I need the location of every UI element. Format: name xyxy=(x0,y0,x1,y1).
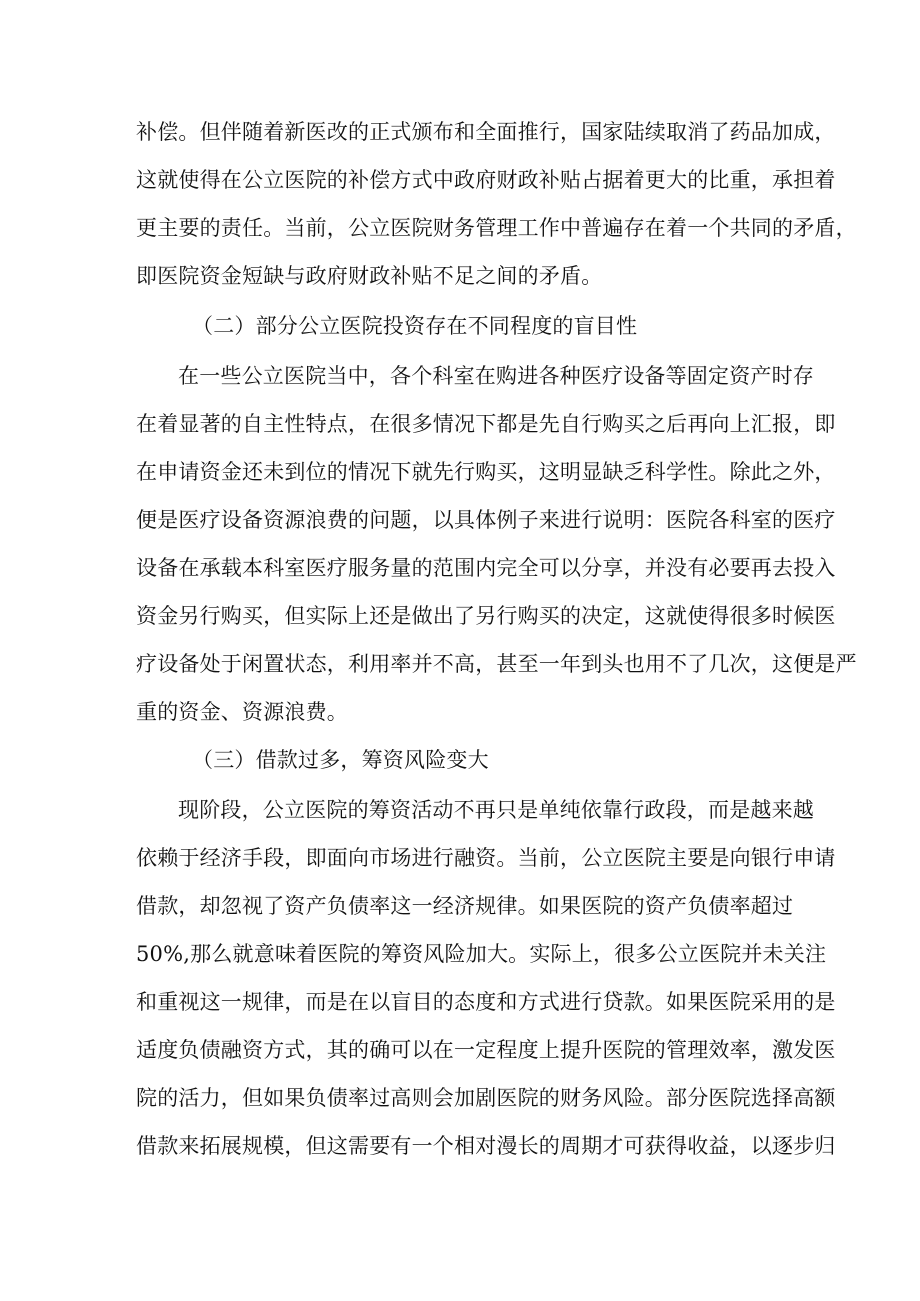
paragraph-2-line-3: 在申请资金还未到位的情况下就先行购买，这明显缺乏科学性。除此之外， xyxy=(136,460,836,484)
paragraph-1-line-4: 即医院资金短缺与政府财政补贴不足之间的矛盾。 xyxy=(136,264,603,288)
paragraph-2-line-2: 在着显著的自主性特点，在很多情况下都是先自行购买之后再向上汇报，即 xyxy=(136,412,836,436)
section-heading-3: （三）借款过多，筹资风险变大 xyxy=(192,748,489,772)
paragraph-3-line-2: 依赖于经济手段，即面向市场进行融资。当前，公立医院主要是向银行申请 xyxy=(136,846,836,870)
paragraph-2-line-5: 设备在承载本科室医疗服务量的范围内完全可以分享，并没有必要再去投入 xyxy=(136,556,836,580)
paragraph-1-line-1: 补偿。但伴随着新医改的正式颁布和全面推行，国家陆续取消了药品加成， xyxy=(136,120,836,144)
paragraph-2-line-7: 疗设备处于闲置状态，利用率并不高，甚至一年到头也用不了几次，这便是严 xyxy=(136,652,857,676)
paragraph-1-line-3: 更主要的责任。当前，公立医院财务管理工作中普遍存在着一个共同的矛盾， xyxy=(136,216,857,240)
paragraph-2-line-8: 重的资金、资源浪费。 xyxy=(136,700,348,724)
section-heading-2: （二）部分公立医院投资存在不同程度的盲目性 xyxy=(192,314,638,338)
paragraph-3-line-7: 院的活力，但如果负债率过高则会加剧医院的财务风险。部分医院选择高额 xyxy=(136,1086,836,1110)
paragraph-2-line-4: 便是医疗设备资源浪费的问题，以具体例子来进行说明：医院各科室的医疗 xyxy=(136,508,836,532)
paragraph-2-line-1: 在一些公立医院当中，各个科室在购进各种医疗设备等固定资产时存 xyxy=(178,364,814,388)
paragraph-2-line-6: 资金另行购买，但实际上还是做出了另行购买的决定，这就使得很多时候医 xyxy=(136,604,836,628)
paragraph-3-line-1: 现阶段，公立医院的筹资活动不再只是单纯依靠行政段，而是越来越 xyxy=(178,798,814,822)
paragraph-3-line-3: 借款，却忽视了资产负债率这一经济规律。如果医院的资产负债率超过 xyxy=(136,894,794,918)
paragraph-1-line-2: 这就使得在公立医院的补偿方式中政府财政补贴占据着更大的比重，承担着 xyxy=(136,168,836,192)
paragraph-3-line-4: 50%,那么就意味着医院的筹资风险加大。实际上，很多公立医院并未关注 xyxy=(136,942,827,966)
paragraph-3-line-5: 和重视这一规律，而是在以盲目的态度和方式进行贷款。如果医院采用的是 xyxy=(136,990,836,1014)
paragraph-3-line-8: 借款来拓展规模，但这需要有一个相对漫长的周期才可获得收益，以逐步归 xyxy=(136,1134,836,1158)
paragraph-3-line-6: 适度负债融资方式，其的确可以在一定程度上提升医院的管理效率，激发医 xyxy=(136,1038,836,1062)
